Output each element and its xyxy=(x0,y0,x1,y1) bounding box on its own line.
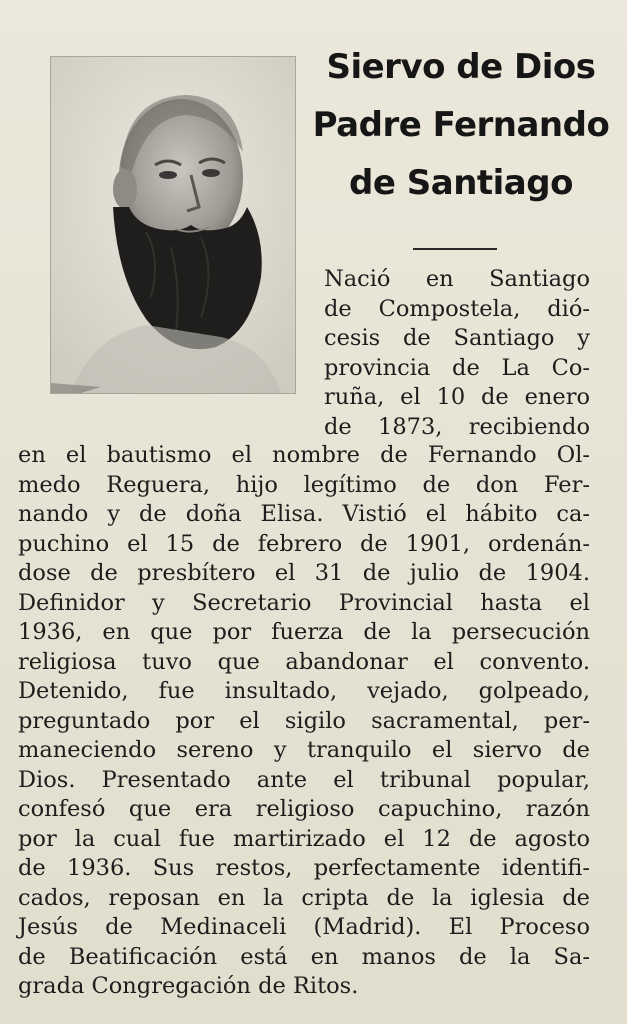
text-line: Jesús de Medinaceli (Madrid). El Proceso xyxy=(18,914,590,940)
text-line: de 1873, recibiendo xyxy=(324,413,590,440)
text-line: grada Congregación de Ritos. xyxy=(18,973,359,999)
title-line-3: de Santiago xyxy=(349,163,573,203)
portrait-photo xyxy=(50,56,296,394)
article-title xyxy=(306,38,616,212)
text-line: cados, reposan en la cripta de la iglesia de xyxy=(18,884,590,911)
portrait-image xyxy=(51,57,295,393)
title-divider xyxy=(413,248,497,250)
text-line: medo Reguera, hijo legítimo de don Fer- xyxy=(18,471,590,498)
text-line: de Beatificación está en manos de la Sa- xyxy=(18,943,590,970)
text-line: puchino el 15 de febrero de 1901, ordenán- xyxy=(18,530,590,557)
text-line: nando y de doña Elisa. Vistió el hábito ca- xyxy=(18,501,590,527)
text-line: Nació en Santiago xyxy=(324,266,590,292)
text-line: de 1936. Sus restos, perfectamente identifi- xyxy=(18,855,590,881)
body-text-right-column xyxy=(324,265,590,442)
text-line: religiosa tuvo que abandonar el convento. xyxy=(18,648,590,675)
text-line: en el bautismo el nombre de Fernando Ol- xyxy=(18,442,590,468)
text-line: por la cual fue martirizado el 12 de agosto xyxy=(18,825,590,852)
text-line: cesis de Santiago y xyxy=(324,325,590,351)
text-line: maneciendo sereno y tranquilo el siervo de xyxy=(18,737,590,763)
text-line: Detenido, fue insultado, vejado, golpeado, xyxy=(18,678,590,704)
text-line: ruña, el 10 de enero xyxy=(324,384,590,410)
text-line: provincia de La Co- xyxy=(324,354,590,381)
text-line: 1936, en que por fuerza de la persecución xyxy=(18,619,590,645)
title-line-1: Siervo de Dios xyxy=(326,47,596,87)
body-text-full-width xyxy=(18,441,590,1002)
text-line: confesó que era religioso capuchino, razón xyxy=(18,796,590,822)
text-line: Definidor y Secretario Provincial hasta el xyxy=(18,589,590,616)
text-line: preguntado por el sigilo sacramental, per- xyxy=(18,707,590,734)
text-line: Dios. Presentado ante el tribunal popular, xyxy=(18,766,590,793)
text-line: dose de presbítero el 31 de julio de 1904. xyxy=(18,560,590,586)
text-line: de Compostela, dió- xyxy=(324,295,590,322)
title-line-2: Padre Fernando xyxy=(312,105,610,145)
